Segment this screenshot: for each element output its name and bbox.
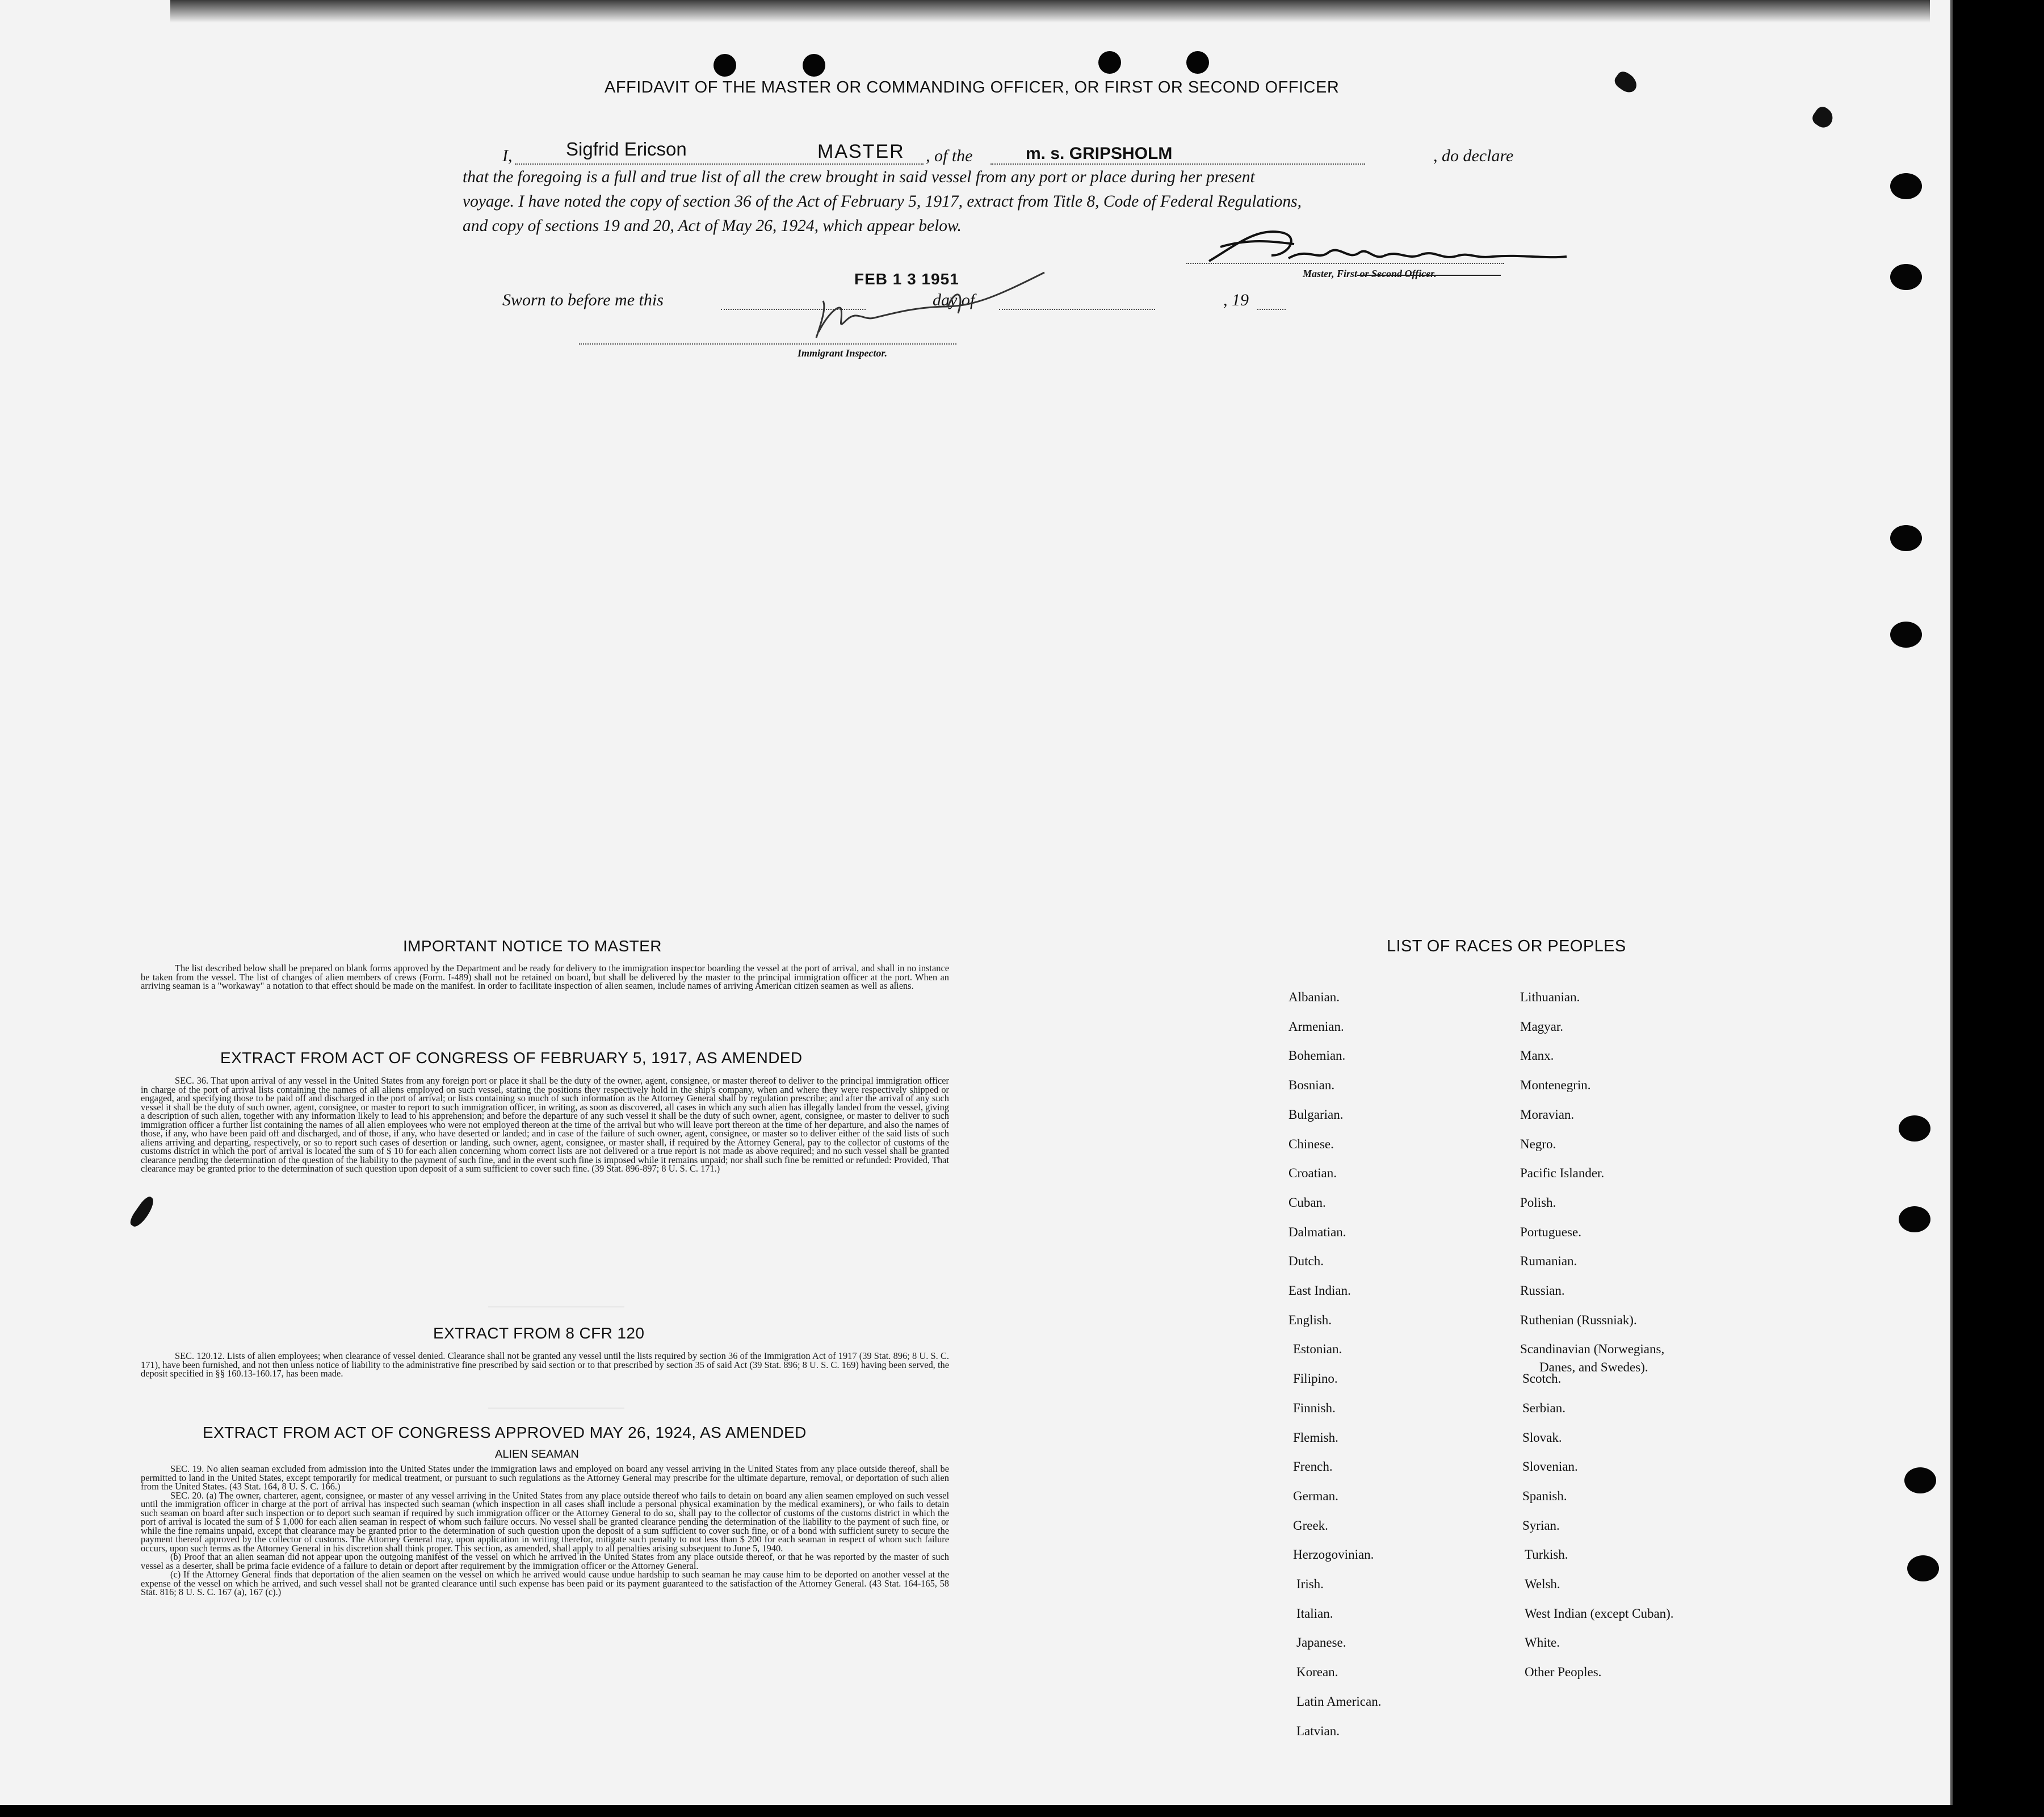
race-item: East Indian. <box>1288 1283 1351 1298</box>
name-field-line <box>515 163 924 165</box>
punch-hole <box>1899 1115 1930 1142</box>
day-of-text: day of <box>933 291 975 309</box>
sec20a-paragraph: SEC. 20. (a) The owner, charterer, agent, consignee, or master of any vessel arriving in the United States from any place outside thereof who fails to detain on board any alien seamen employed on such vessel until the immigration officer in charge at the port of arrival has inspected such seaman (which inspection in all cases shall include a personal physical examination by the medical examiners), or who fails to detain such seaman on board after such inspection or to deport such seaman if required by such immigration officer or the Attorney General to do so, shall pay to the collector of customs of the customs district in which the port of arrival is located the sum of $ 1,000 for each alien seaman in respect of whom such failure occurs. No vessel shall be granted clearance pending the determination of the liability to the payment of such fine, or while the fine remains unpaid, except that clearance may be granted prior to the determination of such question upon the deposit of a sum sufficient to cover such fine, or of a bond with sufficient surety to secure the payment thereof approved by the collector of customs. The Attorney General may, upon application in writing therefor, mitigate such penalty to not less than $ 200 for each seaman in respect of whom such failure occurs, upon such terms as the Attorney General in his discretion shall think proper. This section, as amended, shall apply to all penalties arising subsequent to June 5, 1940. <box>141 1489 949 1554</box>
scan-shadow <box>170 0 1930 23</box>
race-item: Filipino. <box>1293 1371 1338 1386</box>
stamp-date: FEB 1 3 1951 <box>854 270 959 288</box>
sec19-paragraph: SEC. 19. No alien seaman excluded from admission into the United States under the immigration laws and employed on board any vessel arriving in the United States from any place outside thereof, shall be permitted to land in the United States, except temporarily for medical treatment, or pursuant to such regulations as the Attorney General may prescribe for the ultimate departure, removal, or deportation of such alien from the United States. (43 Stat. 164, 8 U. S. C. 166.) <box>141 1463 949 1492</box>
alien-seaman-subtitle: ALIEN SEAMAN <box>495 1448 579 1461</box>
race-item: Rumanian. <box>1520 1254 1577 1269</box>
declare-text: , do declare <box>1433 146 1514 165</box>
punch-hole <box>1186 51 1209 74</box>
sworn-prefix: Sworn to before me this <box>502 291 664 309</box>
sec20b-paragraph: (b) Proof that an alien seaman did not appear upon the outgoing manifest of the vessel on which he arrived in the United States from any place outside thereof, or that he was reported by the master of such vessel as a deserter, shall be prima facie evidence of a failure to detain or deport after requirement by the immigration officer or the Attorney General. <box>141 1551 949 1571</box>
ink-smudge <box>1810 104 1836 131</box>
race-item: Danes, and Swedes). <box>1539 1360 1648 1375</box>
race-item: Bohemian. <box>1288 1048 1346 1063</box>
declaration-line-2: that the foregoing is a full and true list of all the crew brought in said vessel from any port or place during her present <box>463 168 1255 186</box>
signature-caption: Master, First or Second Officer. <box>1303 268 1437 279</box>
punch-hole <box>803 54 825 77</box>
punch-hole <box>1890 622 1922 648</box>
notice-title: IMPORTANT NOTICE TO MASTER <box>403 937 662 955</box>
race-item: West Indian (except Cuban). <box>1525 1606 1674 1621</box>
race-item: Bulgarian. <box>1288 1107 1344 1122</box>
race-item: Chinese. <box>1288 1136 1334 1151</box>
strike-through <box>1357 275 1501 276</box>
race-item: Cuban. <box>1288 1195 1326 1210</box>
notice-text <box>141 964 949 991</box>
declaration-line-4: and copy of sections 19 and 20, Act of May 26, 1924, which appear below. <box>463 217 962 235</box>
race-item: Polish. <box>1520 1195 1556 1210</box>
punch-hole <box>1899 1206 1930 1232</box>
inspector-caption: Immigrant Inspector. <box>798 347 888 359</box>
punch-hole <box>1890 173 1922 199</box>
race-item: Russian. <box>1520 1283 1565 1298</box>
race-item: Negro. <box>1520 1136 1556 1151</box>
race-item: Latin American. <box>1296 1694 1382 1709</box>
race-item: Scotch. <box>1522 1371 1562 1386</box>
affidavit-title: AFFIDAVIT OF THE MASTER OR COMMANDING OFFICER, OR FIRST OR SECOND OFFICER <box>605 78 1340 96</box>
punch-hole <box>713 54 736 77</box>
race-item: Ruthenian (Russniak). <box>1520 1312 1637 1327</box>
vessel-field-line <box>990 163 1365 165</box>
master-rank: MASTER <box>817 141 905 162</box>
extract-1917-text <box>141 1076 949 1173</box>
punch-hole <box>1904 1467 1936 1493</box>
race-item: Korean. <box>1296 1665 1338 1680</box>
race-item: Finnish. <box>1293 1400 1336 1415</box>
race-item: Albanian. <box>1288 990 1340 1004</box>
ink-smudge <box>128 1194 157 1229</box>
master-name: Sigfrid Ericson <box>566 139 687 160</box>
race-item: Welsh. <box>1525 1577 1560 1591</box>
sec36-paragraph: SEC. 36. That upon arrival of any vessel in the United States from any foreign port or place it shall be the duty of the owner, agent, consignee, or master thereof to deliver to the principal immigration officer in charge of the port of arrival lists containing the names of all aliens employed on such vessel, stating the positions they respectively hold in the ship's company, when and where they were respectively shipped or engaged, and specifying those to be paid off and discharged in the port of arrival; or lists containing so much of such information as the Attorney General shall by regulation prescribe; and after the arrival of any such vessel it shall be the duty of such owner, agent, consignee, or master to report to such immigration officer, in writing, as soon as discovered, all cases in which any such alien has illegally landed from the vessel, giving a description of such alien, together with any information likely to lead to his apprehension; and before the departure of any such vessel it shall be the duty of such owner, agent, consignee, or master to deliver to such immigration officer a further list containing the names of all alien employees who were not employed thereon at the time of the arrival but who will leave port thereon at the time of her departure, and also the names of those, if any, who have been paid off and discharged, and of those, if any, who have deserted or landed; and in case of the failure of such owner, agent, consignee, or master so to deliver either of the said lists of such aliens arriving and departing, respectively, or so to report such cases of desertion or landing, such owner, agent, consignee, or master shall, if required by the Attorney General, pay to the collector of customs of the customs district in which the port of arrival is located the sum of $ 10 for each alien concerning whom correct lists are not delivered or a true report is not made as above required; and no such vessel shall be granted clearance pending the determination of the question of the liability to the payment of such fine, and in the event such fine is imposed while it remains unpaid; nor shall such fine be remitted or refunded: Provided, That clearance may be granted prior to the determination of such question upon deposit of a sum sufficient to cover such fine. (39 Stat. 896-897; 8 U. S. C. 171.) <box>141 1075 949 1174</box>
race-item: Latvian. <box>1296 1723 1340 1738</box>
race-item: Manx. <box>1520 1048 1554 1063</box>
inspector-line <box>579 343 956 345</box>
race-item: Italian. <box>1296 1606 1333 1621</box>
race-item: Armenian. <box>1288 1019 1344 1034</box>
sec120-paragraph: SEC. 120.12. Lists of alien employees; when clearance of vessel denied. Clearance shall not be granted any vessel until the lists required by section 36 of the Immigration Act of 1917 (39 Stat. 896; 8 U. S. C. 171), have been furnished, and not then unless notice of liability to the administrative fine prescribed by said section or to that prescribed by section 35 of said Act (39 Stat. 896; 8 U. S. C. 169) having been served, the deposit specified in §§ 160.13-160.17, has been made. <box>141 1350 949 1379</box>
race-item: Pacific Islander. <box>1520 1166 1605 1181</box>
race-item: German. <box>1293 1488 1338 1503</box>
sec20c-paragraph: (c) If the Attorney General finds that deportation of the alien seamen on the vessel on which he arrived would cause undue hardship to such seaman he may cause him to be deported on another vessel at the expense of the vessel on which he arrived, and such vessel shall not be granted clearance until such expense has been paid or its payment guaranteed to the satisfaction of the Attorney General. (43 Stat. 164-165, 58 Stat. 816; 8 U. S. C. 167 (a), 167 (c).) <box>141 1569 949 1597</box>
race-item: Bosnian. <box>1288 1078 1335 1093</box>
punch-hole <box>1890 264 1922 290</box>
page-edge <box>1950 0 1953 1805</box>
race-item: Portuguese. <box>1520 1224 1581 1239</box>
vessel-name: m. s. GRIPSHOLM <box>1026 144 1173 163</box>
extract-cfr-text <box>141 1352 949 1378</box>
punch-hole <box>1890 525 1922 551</box>
race-item: Slovenian. <box>1522 1459 1578 1474</box>
extract-cfr-title: EXTRACT FROM 8 CFR 120 <box>433 1324 645 1342</box>
extract-1924-title: EXTRACT FROM ACT OF CONGRESS APPROVED MAY 26, 1924, AS AMENDED <box>203 1424 807 1441</box>
race-item: Other Peoples. <box>1525 1665 1602 1680</box>
race-item: Flemish. <box>1293 1430 1338 1445</box>
race-item: Serbian. <box>1522 1400 1566 1415</box>
race-item: Turkish. <box>1525 1547 1568 1562</box>
declaration-prefix: I, <box>502 146 513 165</box>
extract-1924-text <box>141 1464 949 1597</box>
of-the-text: , of the <box>926 146 973 165</box>
race-item: Magyar. <box>1520 1019 1564 1034</box>
race-item: Croatian. <box>1288 1166 1337 1181</box>
master-signature <box>1203 221 1572 272</box>
race-item: Spanish. <box>1522 1488 1567 1503</box>
race-item: Herzogovinian. <box>1293 1547 1374 1562</box>
race-item: Estonian. <box>1293 1342 1342 1357</box>
race-item: Irish. <box>1296 1577 1324 1591</box>
race-item: Lithuanian. <box>1520 990 1580 1004</box>
race-item: English. <box>1288 1312 1332 1327</box>
races-title: LIST OF RACES OR PEOPLES <box>1387 937 1626 955</box>
declaration-line-3: voyage. I have noted the copy of section 36 of the Act of February 5, 1917, extract from Title 8, Code of Federal Regulations, <box>463 192 1302 211</box>
extract-1917-title: EXTRACT FROM ACT OF CONGRESS OF FEBRUARY 5, 1917, AS AMENDED <box>220 1049 803 1067</box>
race-item: Japanese. <box>1296 1635 1346 1650</box>
race-item: Montenegrin. <box>1520 1078 1591 1093</box>
race-item: Slovak. <box>1522 1430 1562 1445</box>
punch-hole <box>1907 1555 1939 1581</box>
race-item: Dalmatian. <box>1288 1224 1346 1239</box>
race-item: French. <box>1293 1459 1333 1474</box>
ink-smudge <box>1612 69 1640 96</box>
race-item: Greek. <box>1293 1518 1328 1533</box>
notice-paragraph: The list described below shall be prepared on blank forms approved by the Department and be ready for delivery to the immigration inspector boarding the vessel at the port of arrival, and shall in no instance be taken from the vessel. The list of changes of alien members of crews (Form. I-489) shall not be retained on board, but shall be delivered by the master to the principal immigration officer at the port. When an arriving seaman is a "workaway" a notation to that effect should be made on the manifest. In order to facilitate inspection of alien seamen, include names of arriving American citizen seamen as well as aliens. <box>141 963 949 991</box>
race-item: Dutch. <box>1288 1254 1324 1269</box>
race-item: Syrian. <box>1522 1518 1560 1533</box>
race-item: White. <box>1525 1635 1560 1650</box>
race-item: Scandinavian (Norwegians, <box>1520 1342 1665 1357</box>
inspector-signature <box>806 267 1056 346</box>
declaration-line-1 <box>502 139 1533 169</box>
sworn-year-line <box>1257 309 1286 310</box>
punch-hole <box>1098 51 1121 74</box>
year-prefix: , 19 <box>1223 291 1249 309</box>
race-item: Moravian. <box>1520 1107 1575 1122</box>
